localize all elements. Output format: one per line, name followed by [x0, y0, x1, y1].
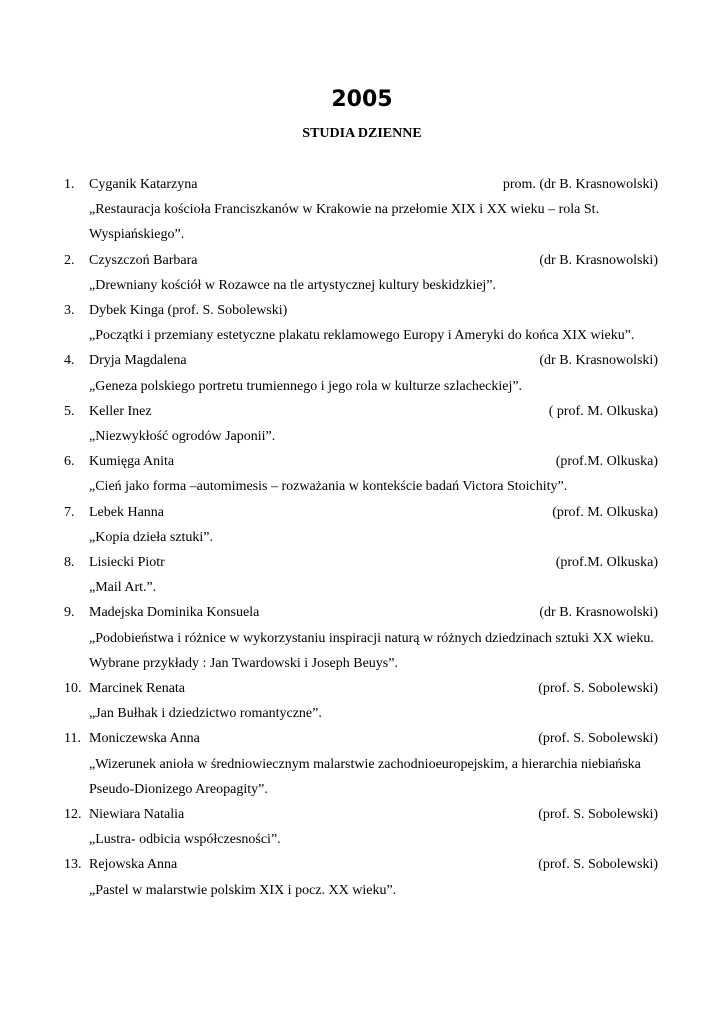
entry-title: „Kopia dzieła sztuki”.: [89, 529, 214, 545]
entry-number: 2.: [64, 252, 75, 268]
entry-author: Dybek Kinga (prof. S. Sobolewski): [89, 303, 288, 319]
entry-number: 9.: [64, 605, 75, 621]
entry-author: Kumięga Anita: [89, 454, 175, 470]
entry-supervisor: (dr B. Krasnowolski): [539, 353, 658, 369]
entry-author: Dryja Magdalena: [89, 353, 187, 369]
entry-number: 7.: [64, 504, 75, 520]
entry-title: „Jan Bułhak i dziedzictwo romantyczne”.: [89, 706, 322, 722]
entry-supervisor: (prof. S. Sobolewski): [538, 857, 658, 873]
thesis-entry-10: [64, 676, 658, 726]
entry-supervisor: (prof.M. Olkuska): [555, 454, 658, 470]
thesis-entry-4: [64, 348, 658, 398]
entry-title: „Drewniany kościół w Rozawce na tle artystycznej kultury beskidzkiej”.: [89, 277, 497, 293]
entry-number: 3.: [64, 303, 75, 319]
entry-title: „Pastel w malarstwie polskim XIX i pocz. XX wieku”.: [89, 882, 397, 898]
entry-author: Lebek Hanna: [89, 504, 165, 520]
thesis-entry-5: [64, 399, 658, 449]
entry-supervisor: (prof.M. Olkuska): [555, 555, 658, 571]
entry-author: Moniczewska Anna: [89, 731, 200, 747]
entry-author: Lisiecki Piotr: [89, 555, 165, 571]
thesis-entry-7: [64, 500, 658, 550]
entry-supervisor: prom. (dr B. Krasnowolski): [502, 177, 658, 192]
entry-title: „Podobieństwa i różnice w wykorzystaniu inspiracji naturą w różnych dziedzinach sztuki XX wieku. Wybrane przykłady : Jan Twardowski i Joseph Beuys”.: [89, 630, 654, 671]
thesis-entry-11: [64, 726, 658, 802]
entry-number: 6.: [64, 454, 75, 470]
entry-title: „Mail Art.”.: [89, 580, 157, 596]
thesis-entry-9: [64, 600, 658, 676]
entry-author: Niewiara Natalia: [89, 807, 185, 823]
entry-title: „Cień jako forma –automimesis – rozważania w kontekście badań Victora Stoichity”.: [89, 479, 568, 495]
entry-number: 13.: [64, 857, 82, 873]
entry-supervisor: ( prof. M. Olkuska): [548, 403, 658, 419]
entry-author: Czyszczoń Barbara: [89, 252, 198, 268]
thesis-entry-6: [64, 449, 658, 499]
thesis-entry-2: [64, 248, 658, 298]
entry-supervisor: (dr B. Krasnowolski): [539, 605, 658, 621]
entry-title: „Geneza polskiego portretu trumiennego i jego rola w kulturze szlacheckiej”.: [89, 378, 523, 394]
thesis-entry-3: [64, 298, 658, 348]
entry-number: 11.: [64, 731, 81, 747]
entry-number: 12.: [64, 807, 82, 823]
entry-author: Cyganik Katarzyna: [89, 177, 198, 192]
entry-number: 1.: [64, 177, 75, 192]
entry-supervisor: (prof. S. Sobolewski): [538, 807, 658, 823]
thesis-entry-1: [64, 172, 658, 248]
entry-title: „Niezwykłość ogrodów Japonii”.: [89, 429, 276, 445]
thesis-entry-8: [64, 550, 658, 600]
entry-number: 5.: [64, 403, 75, 419]
entry-number: 4.: [64, 353, 75, 369]
entry-number: 8.: [64, 555, 75, 571]
entry-author: Rejowska Anna: [89, 857, 178, 873]
entry-title: „Lustra- odbicia współczesności”.: [89, 832, 281, 848]
thesis-entry-13: [64, 852, 658, 902]
document-subtitle: STUDIA DZIENNE: [302, 126, 422, 141]
entry-supervisor: (prof. S. Sobolewski): [538, 681, 658, 697]
entry-title: „Początki i przemiany estetyczne plakatu reklamowego Europy i Ameryki do końca XIX wieku”.: [89, 328, 635, 344]
entry-title: „Wizerunek anioła w średniowiecznym malarstwie zachodnioeuropejskim, a hierarchia niebiańska Pseudo-Dionizego Areopagity”.: [89, 756, 641, 797]
entry-supervisor: (prof. S. Sobolewski): [538, 731, 658, 747]
entry-supervisor: (prof. M. Olkuska): [552, 504, 658, 520]
entry-author: Madejska Dominika Konsuela: [89, 605, 260, 621]
entry-supervisor: (dr B. Krasnowolski): [539, 252, 658, 268]
thesis-entry-12: [64, 802, 658, 852]
entry-title: „Restauracja kościoła Franciszkanów w Krakowie na przełomie XIX i XX wieku – rola St. Wyspiańskiego”.: [89, 202, 600, 243]
entry-number: 10.: [64, 681, 82, 697]
document-year-heading: 2005: [331, 87, 393, 112]
thesis-list: [64, 172, 658, 903]
entry-author: Keller Inez: [89, 403, 152, 419]
entry-author: Marcinek Renata: [89, 681, 186, 697]
